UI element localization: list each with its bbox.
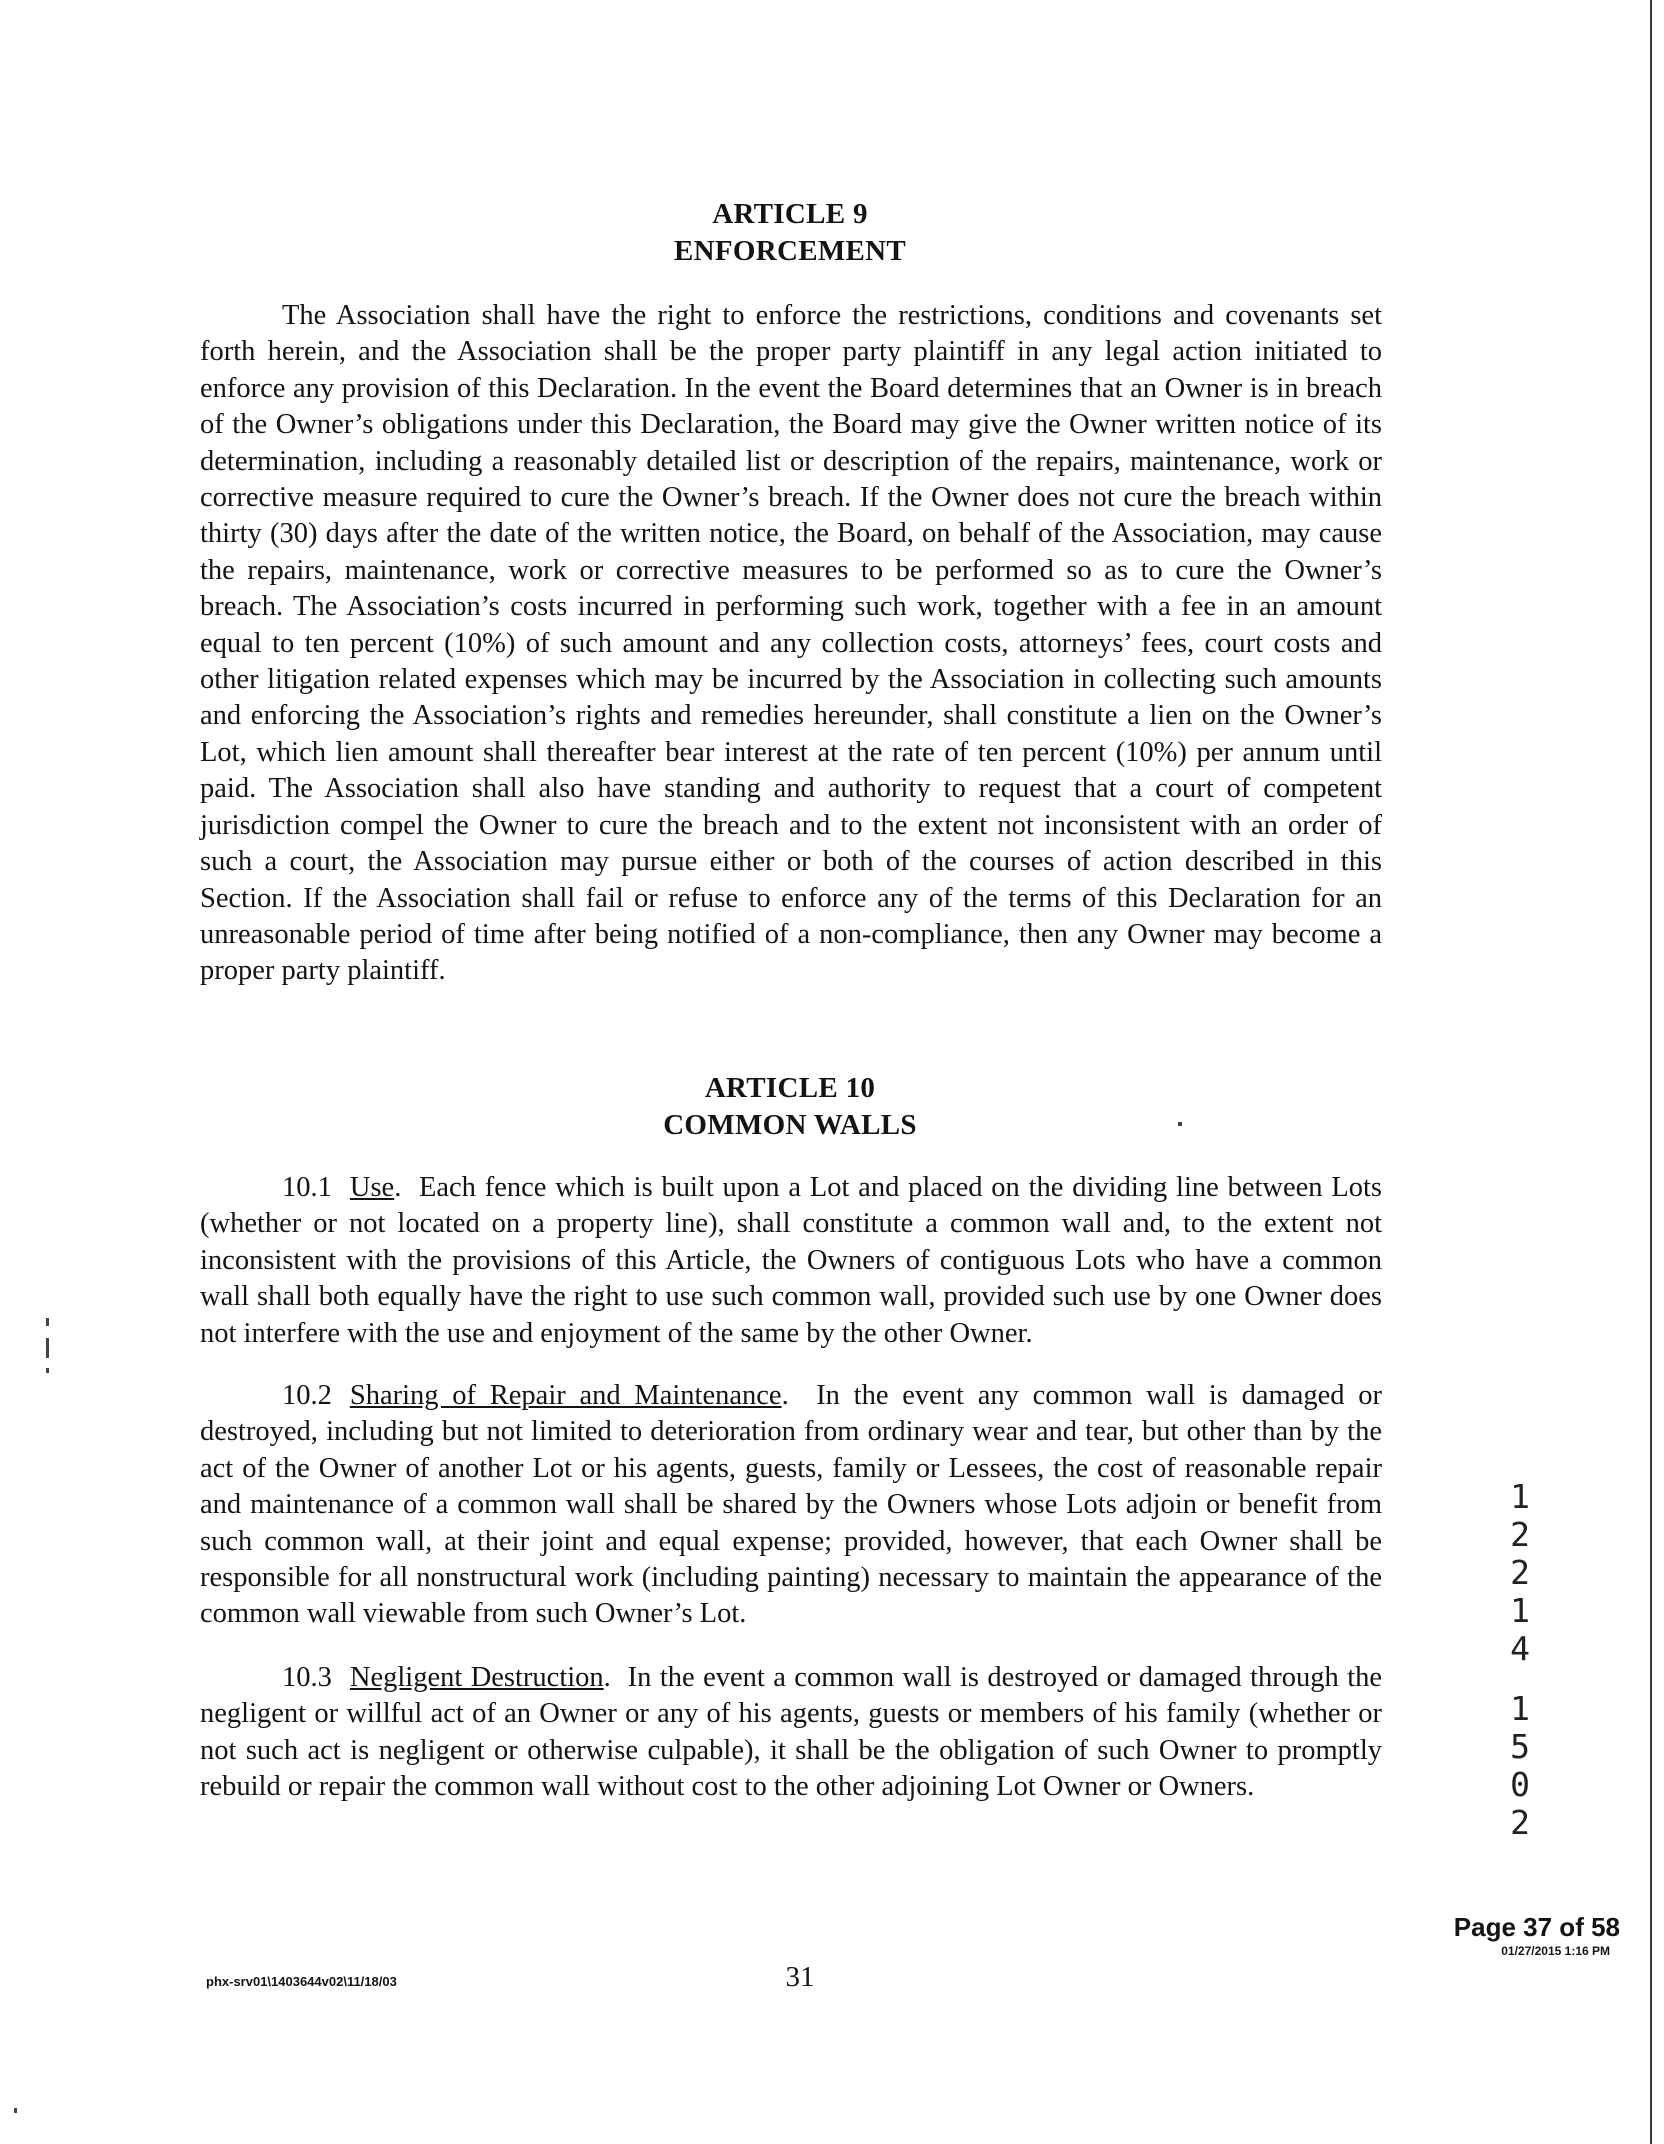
article-10-title: COMMON WALLS bbox=[663, 1109, 917, 1141]
section-body: Each fence which is built upon a Lot and placed on the dividing line between Lots (whether or not located on a property line), shall constitute a common wall and, to the extent not inconsistent with the provisions of this Article, the Owners of contiguous Lots who have a common wall shall both equally have the right to use such common wall, provided such use by one Owner does not interfere with the use and enjoyment of the same by the other Owner. bbox=[200, 1172, 1383, 1349]
scan-edge-line bbox=[1650, 0, 1652, 2144]
section-title: Negligent Destruction bbox=[349, 1662, 604, 1693]
stamp-digit: 1 bbox=[1510, 1477, 1530, 1516]
section-number: 10.2 bbox=[282, 1380, 332, 1411]
scan-mark bbox=[46, 1368, 49, 1373]
document-id: phx-srv01\1403644v02\11/18/03 bbox=[206, 1974, 397, 1989]
stamp-digit: 2 bbox=[1510, 1803, 1530, 1842]
article-9-body: The Association shall have the right to enforce the restrictions, conditions and covenants set forth herein, and the Association shall be the proper party plaintiff in any legal action initiated to enforce any provision of this Declaration. In the event the Board determines that an Owner is in breach of the Owner’s obligations under this Declaration, the Board may give the Owner written notice of its determination, including a reasonably detailed list or description of the repairs, maintenance, work or corrective measure required to cure the Owner’s breach. If the Owner does not cure the breach within thirty (30) days after the date of the written notice, the Board, on behalf of the Association, may cause the repairs, maintenance, work or corrective measures to be performed so as to cure the Owner’s breach. The Association’s costs incurred in performing such work, together with a fee in an amount equal to ten percent (10%) of such amount and any collection costs, attorneys’ fees, court costs and other litigation related expenses which may be incurred by the Association in collecting such amounts and enforcing the Association’s rights and remedies hereunder, shall constitute a lien on the Owner’s Lot, which lien amount shall thereafter bear interest at the rate of ten percent (10%) per annum until paid. The Association shall also have standing and authority to request that a court of competent jurisdiction compel the Owner to cure the breach and to the extent not inconsistent with an order of such a court, the Association may pursue either or both of the courses of action described in this Section. If the Association shall fail or refuse to enforce any of the terms of this Declaration for an unreasonable period of time after being notified of a non-compliance, then any Owner may become a proper party plaintiff. bbox=[200, 300, 1382, 987]
recording-stamp-group-1 bbox=[1500, 1478, 1540, 1668]
stamp-digit: 4 bbox=[1510, 1629, 1530, 1668]
stamp-digit: 1 bbox=[1510, 1591, 1530, 1630]
stamp-digit: 2 bbox=[1510, 1553, 1530, 1592]
scan-mark bbox=[46, 1338, 49, 1358]
section-10-1: 10.1 Use. Each fence which is built upon a Lot and placed on the dividing line between Lots (whether or not located on a property line), shall constitute a common wall and, to the extent not inconsistent with the provisions of this Article, the Owners of contiguous Lots who have a common wall shall both equally have the right to use such common wall, provided such use by one Owner does not interfere with the use and enjoyment of the same by the other Owner. bbox=[200, 1172, 1383, 1349]
section-10-2: 10.2 Sharing of Repair and Maintenance. In the event any common wall is damaged or destroyed, including but not limited to deterioration from ordinary wear and tear, but other than by the act of the Owner of another Lot or his agents, guests, family or Lessees, the cost of reasonable repair and maintenance of a common wall shall be shared by the Owners whose Lots adjoin or benefit from such common wall, at their joint and equal expense; provided, however, that each Owner shall be responsible for all nonstructural work (including painting) necessary to maintain the appearance of the common wall viewable from such Owner’s Lot. bbox=[200, 1380, 1382, 1630]
scan-mark bbox=[46, 1318, 49, 1326]
section-number: 10.3 bbox=[282, 1662, 332, 1693]
section-10-3: 10.3 Negligent Destruction. In the event a common wall is destroyed or damaged through the negligent or willful act of an Owner or any of his agents, guests or members of his family (whether or not such act is negligent or otherwise culpable), it shall be the obligation of such Owner to promptly rebuild or repair the common wall without cost to the other adjoining Lot Owner or Owners. bbox=[200, 1662, 1383, 1803]
article-9-title: ENFORCEMENT bbox=[673, 235, 907, 267]
article-9-number: ARTICLE 9 bbox=[712, 198, 868, 230]
stamp-digit: 0 bbox=[1510, 1765, 1530, 1804]
scan-mark bbox=[1178, 1122, 1182, 1126]
section-title: Sharing of Repair and Maintenance bbox=[349, 1380, 782, 1411]
section-number: 10.1 bbox=[282, 1172, 332, 1203]
recording-stamp-group-2 bbox=[1500, 1690, 1540, 1842]
stamp-digit: 5 bbox=[1510, 1727, 1530, 1766]
section-body: In the event any common wall is damaged or destroyed, including but not limited to deterioration from ordinary wear and tear, but other than by the act of the Owner of another Lot or his agents, guests, family or Lessees, the cost of reasonable repair and maintenance of a common wall shall be shared by the Owners whose Lots adjoin or benefit from such common wall, at their joint and equal expense; provided, however, that each Owner shall be responsible for all nonstructural work (including painting) necessary to maintain the appearance of the common wall viewable from such Owner’s Lot. bbox=[200, 1380, 1382, 1630]
stamp-digit: 2 bbox=[1510, 1515, 1530, 1554]
stamp-digit: 1 bbox=[1510, 1689, 1530, 1728]
recording-timestamp: 01/27/2015 1:16 PM bbox=[1501, 1944, 1610, 1958]
page-count: Page 37 of 58 bbox=[1453, 1912, 1620, 1942]
scan-mark bbox=[14, 2108, 17, 2113]
article-10-number: ARTICLE 10 bbox=[704, 1072, 876, 1104]
section-body: In the event a common wall is destroyed or damaged through the negligent or willful act of an Owner or any of his agents, guests or members of his family (whether or not such act is negligent or otherwise culpable), it shall be the obligation of such Owner to promptly rebuild or repair the common wall without cost to the other adjoining Lot Owner or Owners. bbox=[200, 1662, 1383, 1803]
page-number: 31 bbox=[785, 1961, 815, 1993]
section-title: Use bbox=[349, 1172, 395, 1203]
